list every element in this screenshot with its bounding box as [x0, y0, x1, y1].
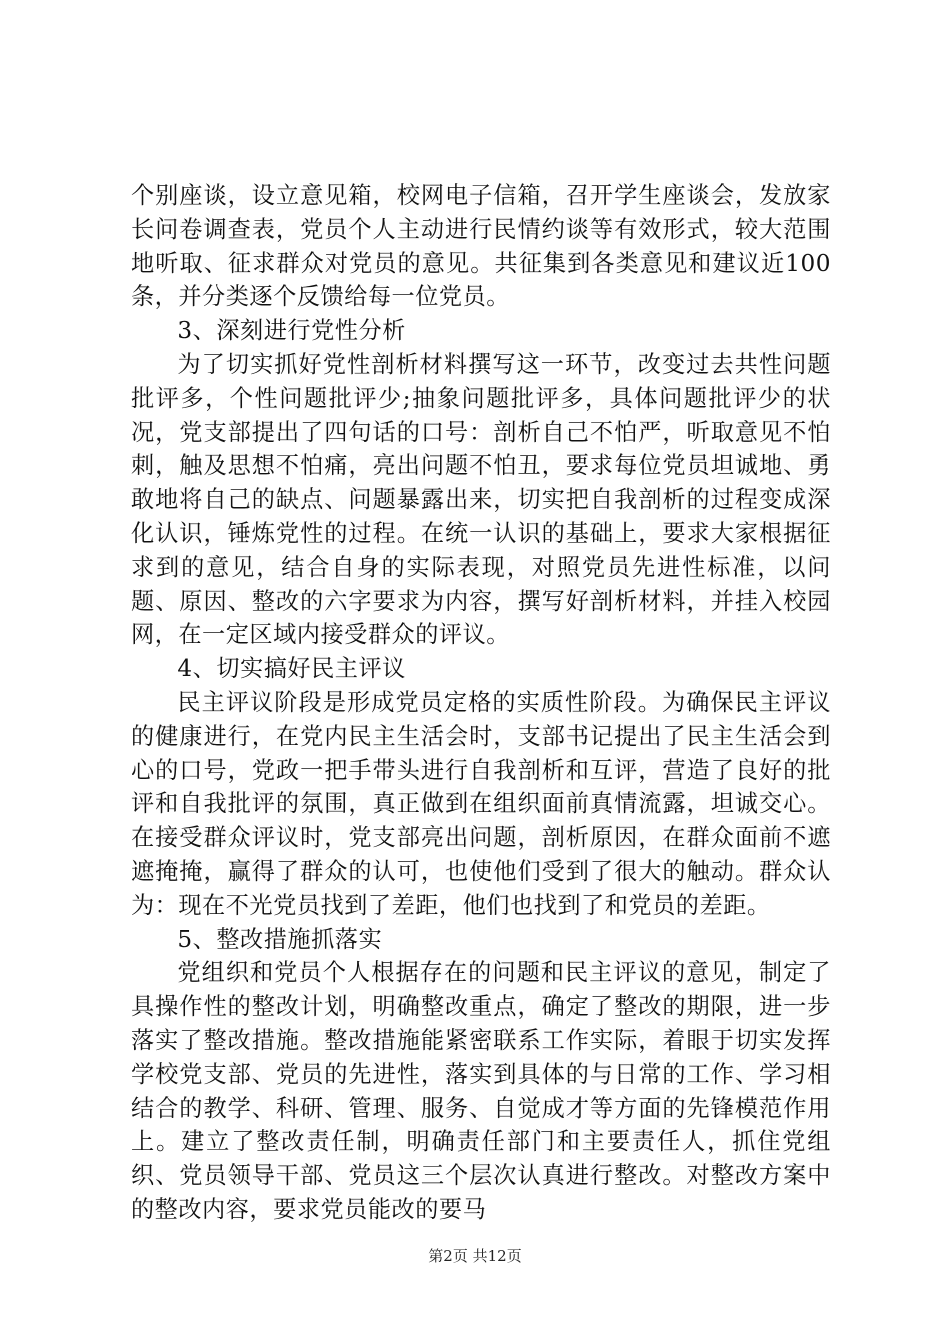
paragraph-democratic-review: 民主评议阶段是形成党员定格的实质性阶段。为确保民主评议的健康进行，在党内民主生活会时，支部书记提出了民主生活会到心的口号，党政一把手带头进行自我剖析和互评，营造了良好的批评和自我批评的氛围，真正做到在组织面前真情流露，坦诚交心。在接受群众评议时，党支部亮出问题，剖析原因，在群众面前不遮遮掩掩，赢得了群众的认可，也使他们受到了很大的触动。群众认为：现在不光党员找到了差距，他们也找到了和党员的差距。	[131, 688, 831, 919]
paragraph-continuation: 个别座谈，设立意见箱，校网电子信箱，召开学生座谈会，发放家长问卷调查表，党员个人主动进行民情约谈等有效形式，较大范围地听取、征求群众对党员的意见。共征集到各类意见和建议近100条，并分类逐个反馈给每一位党员。	[131, 182, 831, 311]
paragraph-party-analysis: 为了切实抓好党性剖析材料撰写这一环节，改变过去共性问题批评多，个性问题批评少;抽象问题批评多，具体问题批评少的状况，党支部提出了四句话的口号：剖析自己不怕严，听取意见不怕刺，触及思想不怕痛，亮出问题不怕丑，要求每位党员坦诚地、勇敢地将自己的缺点、问题暴露出来，切实把自我剖析的过程变成深化认识，锤炼党性的过程。在统一认识的基础上，要求大家根据征求到的意见，结合自身的实际表现，对照党员先进性标准，以问题、原因、整改的六字要求为内容，撰写好剖析材料，并挂入校园网，在一定区域内接受群众的评议。	[131, 350, 831, 649]
page-number-label: 第2页 共12页	[428, 1247, 522, 1265]
paragraph-rectification: 党组织和党员个人根据存在的问题和民主评议的意见，制定了具操作性的整改计划，明确整改重点，确定了整改的期限，进一步落实了整改措施。整改措施能紧密联系工作实际，着眼于切实发挥学校党支部、党员的先进性，落实到具体的与日常的工作、学习相结合的教学、科研、管理、服务、自觉成才等方面的先锋模范作用上。建立了整改责任制，明确责任部门和主要责任人，抓住党组织、党员领导干部、党员这三个层次认真进行整改。对整改方案中的整改内容，要求党员能改的要马	[131, 959, 831, 1223]
page-footer	[0, 1245, 950, 1266]
section-heading-4: 4、切实搞好民主评议	[177, 655, 406, 683]
document-body	[131, 179, 831, 1227]
section-heading-3: 3、深刻进行党性分析	[177, 317, 406, 345]
section-heading-5: 5、整改措施抓落实	[177, 925, 383, 953]
